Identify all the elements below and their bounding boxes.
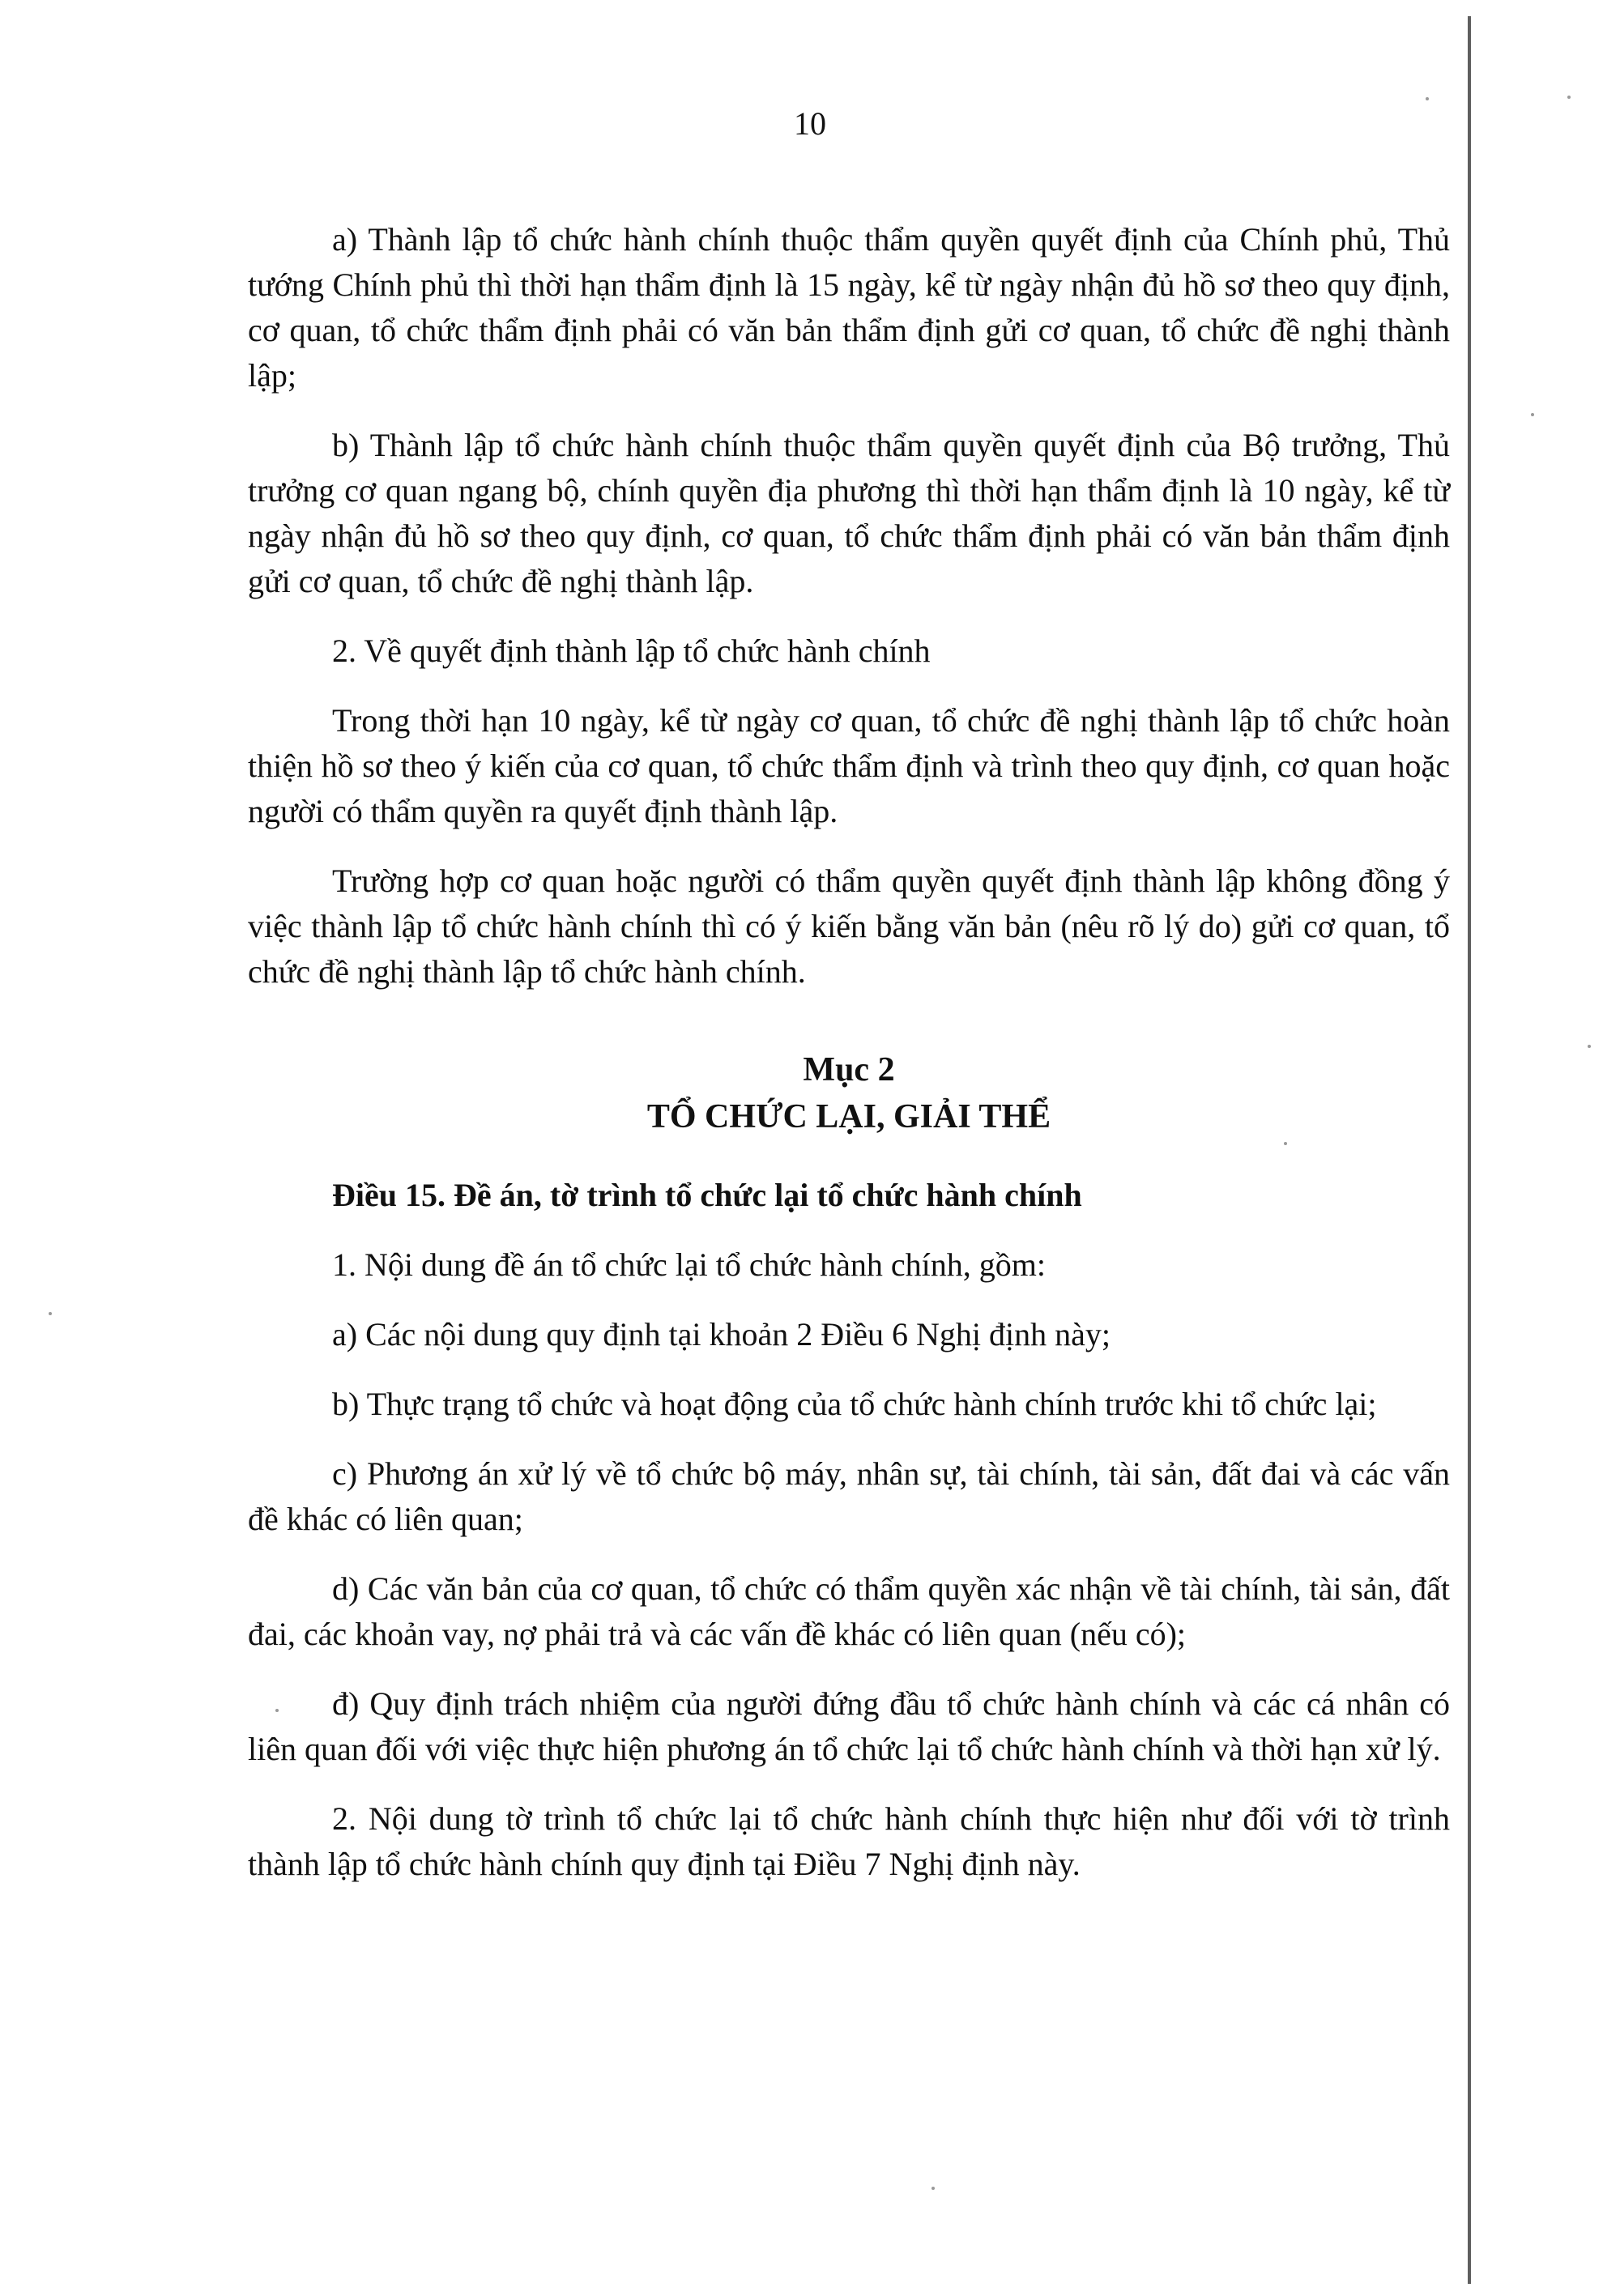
scan-speck: [49, 1312, 52, 1315]
scan-speck: [1567, 96, 1571, 99]
clause-2: 2. Nội dung tờ trình tổ chức lại tổ chức hành chính thực hiện như đối với tờ trình thành lập tổ chức hành chính quy định tại Điều 7 Nghị định này.: [248, 1800, 1450, 1882]
document-body: [248, 217, 1450, 1911]
scan-speck: [932, 2187, 935, 2190]
clause-1c: c) Phương án xử lý về tổ chức bộ máy, nhân sự, tài chính, tài sản, đất đai và các vấn đề khác có liên quan;: [248, 1455, 1450, 1537]
paragraph-2-body: Trong thời hạn 10 ngày, kể từ ngày cơ quan, tổ chức đề nghị thành lập tổ chức hoàn thiện hồ sơ theo ý kiến của cơ quan, tổ chức thẩm định và trình theo quy định, cơ quan hoặc người có thẩm quyền ra quyết định thành lập.: [248, 702, 1450, 829]
scan-edge-line: [1468, 16, 1471, 2284]
clause-1dd: đ) Quy định trách nhiệm của người đứng đầu tổ chức hành chính và các cá nhân có liên quan đối với việc thực hiện phương án tổ chức lại tổ chức hành chính và thời hạn xử lý.: [248, 1685, 1450, 1767]
scan-speck: [1426, 97, 1429, 100]
clause-1a: a) Các nội dung quy định tại khoản 2 Điều 6 Nghị định này;: [332, 1316, 1111, 1352]
section-title: TỔ CHỨC LẠI, GIẢI THỂ: [646, 1098, 1051, 1135]
clause-1d: d) Các văn bản của cơ quan, tổ chức có thẩm quyền xác nhận về tài chính, tài sản, đất đai, các khoản vay, nợ phải trả và các vấn đề khác có liên quan (nếu có);: [248, 1570, 1450, 1652]
paragraph-1b: b) Thành lập tổ chức hành chính thuộc thẩm quyền quyết định của Bộ trưởng, Thủ trưởng cơ quan ngang bộ, chính quyền địa phương thì thời hạn thẩm định là 10 ngày, kể từ ngày nhận đủ hồ sơ theo quy định, cơ quan, tổ chức thẩm định phải có văn bản thẩm định gửi cơ quan, tổ chức đề nghị thành lập.: [248, 427, 1450, 599]
scan-speck: [1588, 1045, 1591, 1048]
clause-1b: b) Thực trạng tổ chức và hoạt động của tổ chức hành chính trước khi tổ chức lại;: [332, 1386, 1377, 1422]
paragraph-2: 2. Về quyết định thành lập tổ chức hành chính: [332, 633, 931, 669]
paragraph-2-case: Trường hợp cơ quan hoặc người có thẩm quyền quyết định thành lập không đồng ý việc thành lập tổ chức hành chính thì có ý kiến bằng văn bản (nêu rõ lý do) gửi cơ quan, tổ chức đề nghị thành lập tổ chức hành chính.: [248, 863, 1450, 990]
clause-1: 1. Nội dung đề án tổ chức lại tổ chức hành chính, gồm:: [332, 1246, 1046, 1283]
article-title: Điều 15. Đề án, tờ trình tổ chức lại tổ chức hành chính: [332, 1177, 1082, 1213]
section-heading: Mục 2: [803, 1051, 895, 1088]
scan-speck: [1531, 413, 1534, 416]
paragraph-1a: a) Thành lập tổ chức hành chính thuộc thẩm quyền quyết định của Chính phủ, Thủ tướng Chính phủ thì thời hạn thẩm định là 15 ngày, kể từ ngày nhận đủ hồ sơ theo quy định, cơ quan, tổ chức thẩm định phải có văn bản thẩm định gửi cơ quan, tổ chức đề nghị thành lập;: [248, 221, 1450, 394]
page-number: 10: [794, 105, 826, 142]
